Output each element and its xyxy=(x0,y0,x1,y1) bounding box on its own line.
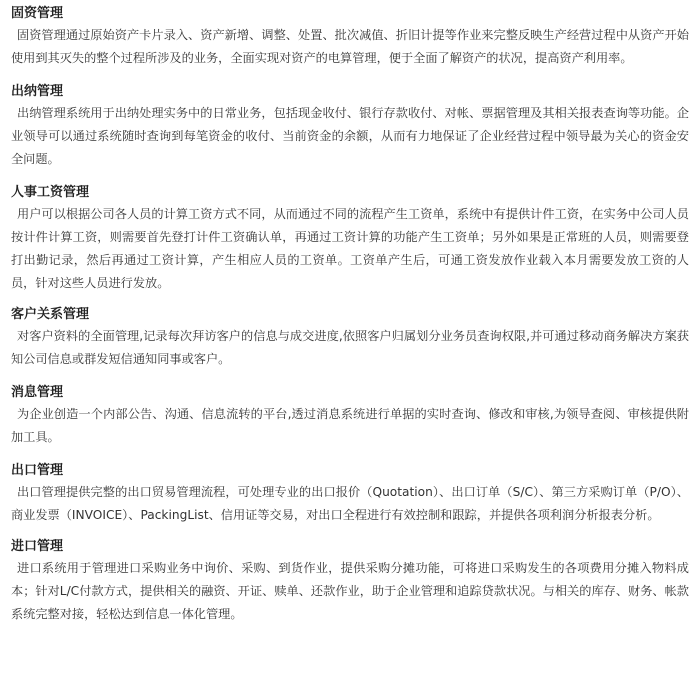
section-title: 人事工资管理 xyxy=(11,185,90,200)
section-title: 出纳管理 xyxy=(11,84,64,99)
section-hr-payroll xyxy=(11,183,689,295)
section-crm xyxy=(11,305,689,371)
section-title: 客户关系管理 xyxy=(11,307,90,322)
section-title: 出口管理 xyxy=(11,463,64,478)
section-body: 出纳管理系统用于出纳处理实务中的日常业务，包括现金收付、银行存款收付、对帐、票据管理及其相关报表查询等功能。企业领导可以通过系统随时查询到每笔资金的收付、当前资金的余额，从而有力地保证了企业经营过程中领导最为关心的资金安全问题。 xyxy=(11,106,689,166)
section-title: 固资管理 xyxy=(11,6,64,21)
section-body: 出口管理提供完整的出口贸易管理流程，可处理专业的出口报价（Quotation）、出口订单（S/C）、第三方采购订单（P/O）、商业发票（INVOICE）、PackingList、信用证等交易，对出口全程进行有效控制和跟踪，并提供各项利润分析报表分析。 xyxy=(11,485,689,522)
section-import xyxy=(11,537,689,626)
section-body: 用户可以根据公司各人员的计算工资方式不同，从而通过不同的流程产生工资单，系统中有提供计件工资，在实务中公司人员按计件计算工资，则需要首先登打计件工资确认单，再通过工资计算的功能产生工资单；另外如果是正常班的人员，则需要登打出勤记录，然后再通过工资计算，产生相应人员的工资单。工资单产生后，可通工资发放作业载入本月需要发放工资的人员，针对这些人员进行发放。 xyxy=(11,207,689,290)
section-body: 对客户资料的全面管理,记录每次拜访客户的信息与成交进度,依照客户归属划分业务员查询权限,并可通过移动商务解决方案获知公司信息或群发短信通知同事或客户。 xyxy=(11,329,689,366)
section-fixed-assets xyxy=(11,4,689,70)
section-messages xyxy=(11,383,689,449)
section-title: 消息管理 xyxy=(11,385,64,400)
section-cashier xyxy=(11,82,689,171)
section-export xyxy=(11,461,689,527)
section-title: 进口管理 xyxy=(11,539,64,554)
section-body: 进口系统用于管理进口采购业务中询价、采购、到货作业，提供采购分摊功能，可将进口采购发生的各项费用分摊入物料成本；针对L/C付款方式，提供相关的融资、开证、赎单、还款作业，助于企业管理和追踪贷款状况。与相关的库存、财务、帐款系统完整对接，轻松达到信息一体化管理。 xyxy=(11,561,689,621)
section-body: 固资管理通过原始资产卡片录入、资产新增、调整、处置、批次减值、折旧计提等作业来完整反映生产经营过程中从资产开始使用到其灭失的整个过程所涉及的业务，全面实现对资产的电算管理，便于全面了解资产的状况，提高资产利用率。 xyxy=(11,28,689,65)
section-body: 为企业创造一个内部公告、沟通、信息流转的平台,透过消息系统进行单据的实时查询、修改和审核,为领导查阅、审核提供附加工具。 xyxy=(11,407,689,444)
